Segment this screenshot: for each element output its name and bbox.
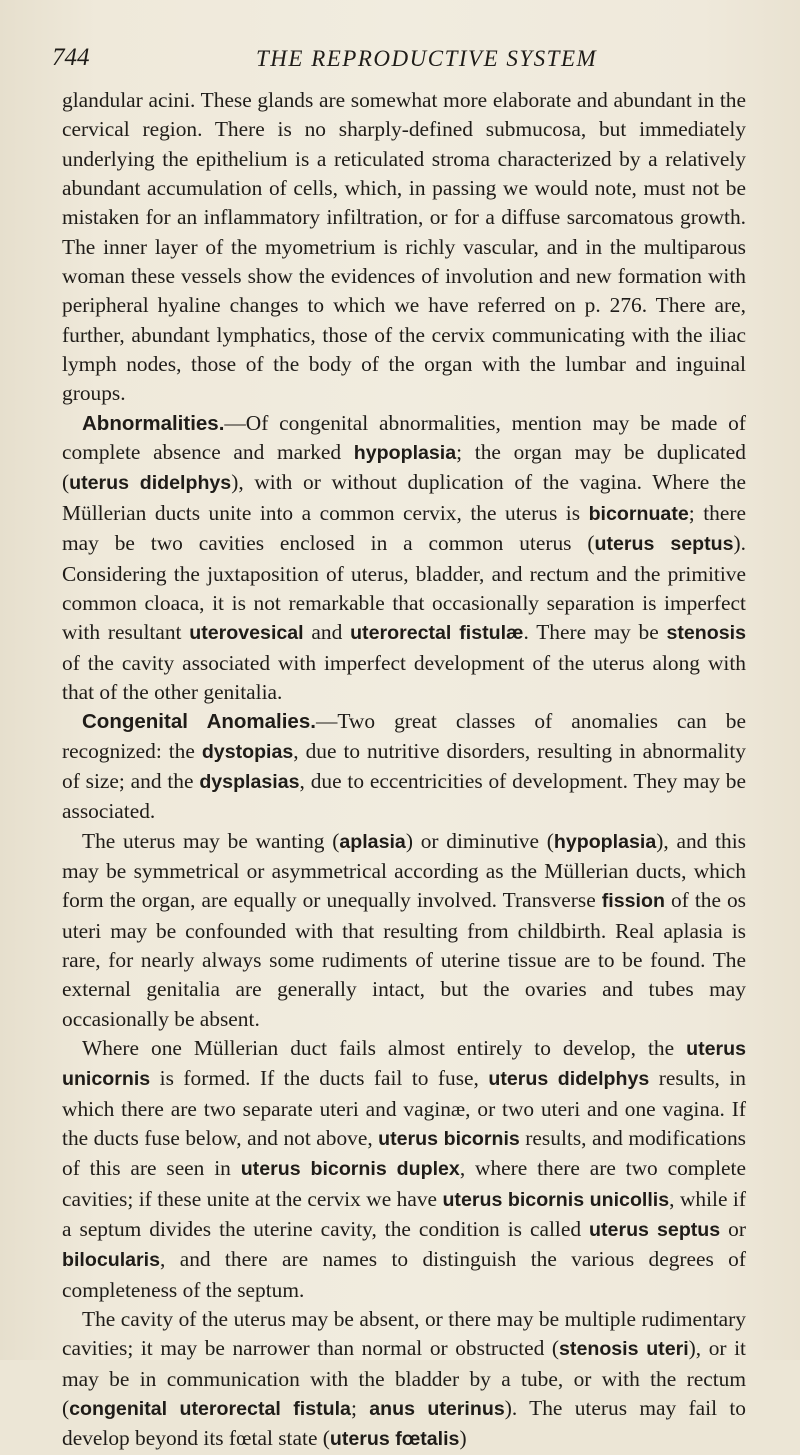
text-run: , due to nutritive disorders, resulting in abnormality of size; and the xyxy=(62,738,746,793)
text-run: The cavity of the uterus may be absent, or there may be multiple rudimentary cavities; it may be narrower than normal or obstructed ( xyxy=(62,1307,746,1361)
text-run: glandular acini. These glands are somewhat more elaborate and abundant in the cervical region. There is no sharply-defined submucosa, but immediately underlying the epithelium is a reticulated stroma characterized by a relatively abundant accumulation of cells, which, in passing we would note, must not be mistaken for an inflammatory infiltration, or for a diffuse sarcomatous growth. The inner layer of the myometrium is richly vascular, and in the multiparous woman these vessels show the evidences of involution and new formation with peripheral hyaline changes to which we have referred on p. 276. There are, further, abundant lymphatics, those of the cervix communicating with the iliac lymph nodes, those of the body of the organ with the lumbar and inguinal groups. xyxy=(62,88,746,406)
text-run: of the cavity associated with imperfect development of the uterus along with that of the other genitalia. xyxy=(62,650,746,704)
bold-term: anus uterinus xyxy=(369,1398,505,1421)
text-run: ; the organ may be duplicated ( xyxy=(62,440,746,495)
page-header xyxy=(52,44,752,78)
bold-term: bicornuate xyxy=(588,502,689,525)
text-run: ) or diminutive ( xyxy=(405,828,554,853)
bold-term: aplasia xyxy=(339,830,406,853)
text-run: ), with or without duplication of the vagina. Where the Müllerian ducts unite into a common cervix, the uterus is xyxy=(62,470,746,525)
bold-term: uterus septus xyxy=(594,533,734,556)
paragraph-p2 xyxy=(62,409,746,707)
text-run: ; there may be two cavities enclosed in a common uterus ( xyxy=(62,500,746,556)
text-run: , due to eccentricities of development. They may be associated. xyxy=(62,768,746,824)
bold-term: dysplasias xyxy=(199,770,300,793)
paragraph-p1 xyxy=(62,86,746,409)
text-run: Where one Müllerian duct fails almost entirely to develop, the xyxy=(82,1036,687,1060)
paragraph-p4 xyxy=(62,827,746,1034)
text-run: ), or it may be in communication with the bladder by a tube, or with the rectum ( xyxy=(62,1336,747,1421)
bold-term: uterus didelphys xyxy=(69,472,232,495)
paragraph-p5 xyxy=(62,1034,746,1305)
text-run: —Two great classes of anomalies can be recognized: the xyxy=(62,709,746,763)
bold-term: uterus bicornis duplex xyxy=(240,1158,460,1181)
text-run: , where there are two complete cavities; if these unite at the cervix we have xyxy=(62,1156,746,1211)
text-run: results, in which there are two separate uteri and vaginæ, or two uteri and one vagina. If the ducts fuse below, and not above, xyxy=(62,1066,747,1151)
text-run: is formed. If the ducts fail to fuse, xyxy=(150,1066,489,1091)
bold-term: uterus bicornis xyxy=(378,1128,520,1151)
bold-term: fission xyxy=(601,890,665,913)
text-run: , while if a septum divides the uterine cavity, the condition is called xyxy=(62,1186,746,1242)
text-run: The uterus may be wanting ( xyxy=(82,828,340,853)
bold-term: congenital uterorectal fistula xyxy=(69,1398,351,1421)
text-run: or xyxy=(720,1217,747,1242)
text-run: —Of congenital abnormalities, mention may be made of complete absence and marked xyxy=(62,410,746,465)
bold-term: hypoplasia xyxy=(553,830,657,853)
paragraph-p6 xyxy=(62,1305,746,1455)
body-text xyxy=(62,86,746,1455)
text-run: ). The uterus may fail to develop beyond its fœtal state ( xyxy=(62,1396,746,1451)
text-run: . There may be xyxy=(523,620,667,645)
bold-term: stenosis xyxy=(666,622,746,645)
bold-term: stenosis uteri xyxy=(559,1338,689,1361)
page-number: 744 xyxy=(52,44,90,71)
bold-term: uterus bicornis unicollis xyxy=(442,1188,670,1211)
section-heading: Congenital Anomalies. xyxy=(82,710,316,734)
bold-term: uterus septus xyxy=(589,1219,721,1242)
bold-term: bilocularis xyxy=(62,1249,160,1272)
bold-term: uterus unicornis xyxy=(62,1038,746,1091)
text-run: of the os uteri may be confounded with that resulting from childbirth. Real aplasia is rare, for nearly always some rudiments of uterine tissue are to be found. The external genitalia are generally intact, but the ovaries and tubes may occasionally be absent. xyxy=(62,888,746,1031)
bold-term: uterus didelphys xyxy=(488,1068,650,1091)
text-run: ). Considering the juxtaposition of uterus, bladder, and rectum and the primitive common cloaca, it is not remarkable that occasionally separation is imperfect with resultant xyxy=(62,531,746,645)
text-run: ; xyxy=(350,1396,370,1421)
bold-term: hypoplasia xyxy=(353,442,457,465)
paragraph-p3 xyxy=(62,707,746,826)
bold-term: dystopias xyxy=(201,740,294,763)
text-run: , and there are names to distinguish the various degrees of completeness of the septum. xyxy=(62,1247,746,1302)
section-heading: Abnormalities. xyxy=(82,411,225,435)
bold-term: uterorectal fistulæ xyxy=(350,622,524,645)
text-run: results, and modifications of this are seen in xyxy=(62,1126,746,1181)
running-title: THE REPRODUCTIVE SYSTEM xyxy=(256,46,598,71)
bold-term: uterovesical xyxy=(189,622,304,645)
bold-term: uterus fœtalis xyxy=(329,1428,460,1451)
text-run: ), and this may be symmetrical or asymmetrical according as the Müllerian ducts, which form the organ, are equally or unequally involved. Transverse xyxy=(62,828,746,913)
text-run: and xyxy=(303,620,351,645)
text-run: ) xyxy=(459,1426,467,1451)
